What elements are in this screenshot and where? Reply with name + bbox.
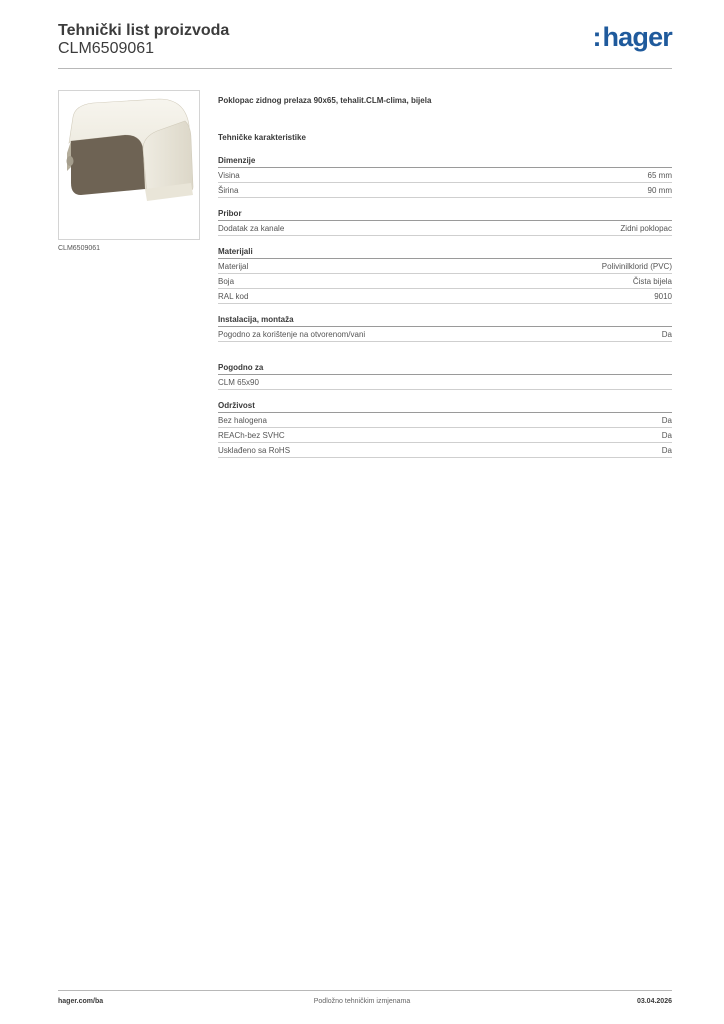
section-title: Materijali <box>218 247 672 259</box>
section-dimensions <box>218 156 672 198</box>
spec-row <box>218 413 672 428</box>
spec-content <box>218 96 672 469</box>
spec-row <box>218 259 672 274</box>
product-code: CLM6509061 <box>58 40 155 57</box>
spec-row <box>218 168 672 183</box>
section-title: Dimenzije <box>218 156 672 168</box>
spec-label: Visina <box>218 170 240 180</box>
spec-row <box>218 443 672 458</box>
spec-value: Da <box>661 329 672 339</box>
spec-value: Da <box>661 430 672 440</box>
spec-row <box>218 274 672 289</box>
product-image <box>59 91 199 239</box>
spec-label: RAL kod <box>218 291 249 301</box>
spec-value: Zidni poklopac <box>620 223 672 233</box>
footer-website-link[interactable]: hager.com/ba <box>58 998 104 1005</box>
spec-label: Širina <box>218 185 239 195</box>
spec-label: Dodatak za kanale <box>218 223 285 233</box>
spec-value: 90 mm <box>647 185 672 195</box>
product-image-frame <box>58 90 200 240</box>
logo-colon: : <box>592 22 602 52</box>
footer-divider <box>58 990 672 991</box>
hager-logo[interactable] <box>592 24 672 51</box>
spec-row <box>218 428 672 443</box>
section-accessories <box>218 209 672 236</box>
section-title: Instalacija, montaža <box>218 315 672 327</box>
spec-value: 65 mm <box>647 170 672 180</box>
spec-label: Usklađeno sa RoHS <box>218 445 291 455</box>
spec-label: Boja <box>218 276 235 286</box>
section-materials <box>218 247 672 304</box>
section-sustainability <box>218 401 672 458</box>
spec-row <box>218 183 672 198</box>
spec-value: 9010 <box>654 291 672 301</box>
spec-label: Pogodno za korištenje na otvorenom/vani <box>218 329 366 339</box>
header-divider <box>58 68 672 69</box>
spec-label: Bez halogena <box>218 415 267 425</box>
footer-note: Podložno tehničkim izmjenama <box>313 998 411 1005</box>
image-caption: CLM6509061 <box>58 245 101 252</box>
spec-row <box>218 289 672 304</box>
spec-value: Da <box>661 445 672 455</box>
spec-value: Čista bijela <box>632 276 672 286</box>
section-title: Pogodno za <box>218 363 672 375</box>
section-title: Održivost <box>218 401 672 413</box>
tech-characteristics-heading: Tehničke karakteristike <box>218 133 306 142</box>
spec-label: Materijal <box>218 261 249 271</box>
spec-value: Polivinilklorid (PVC) <box>601 261 672 271</box>
footer-date: 03.04.2026 <box>636 998 672 1005</box>
product-description: Poklopac zidnog prelaza 90x65, tehalit.CLM-clima, bijela <box>218 96 432 105</box>
spec-label: CLM 65x90 <box>218 377 259 387</box>
spec-label: REACh-bez SVHC <box>218 430 285 440</box>
spec-row <box>218 221 672 236</box>
logo-text: hager <box>602 22 672 52</box>
spec-row <box>218 375 672 390</box>
section-title: Pribor <box>218 209 672 221</box>
section-installation <box>218 315 672 342</box>
section-suitable-for <box>218 363 672 390</box>
page-title: Tehnički list proizvoda <box>58 22 230 39</box>
spec-row <box>218 327 672 342</box>
spec-value: Da <box>661 415 672 425</box>
